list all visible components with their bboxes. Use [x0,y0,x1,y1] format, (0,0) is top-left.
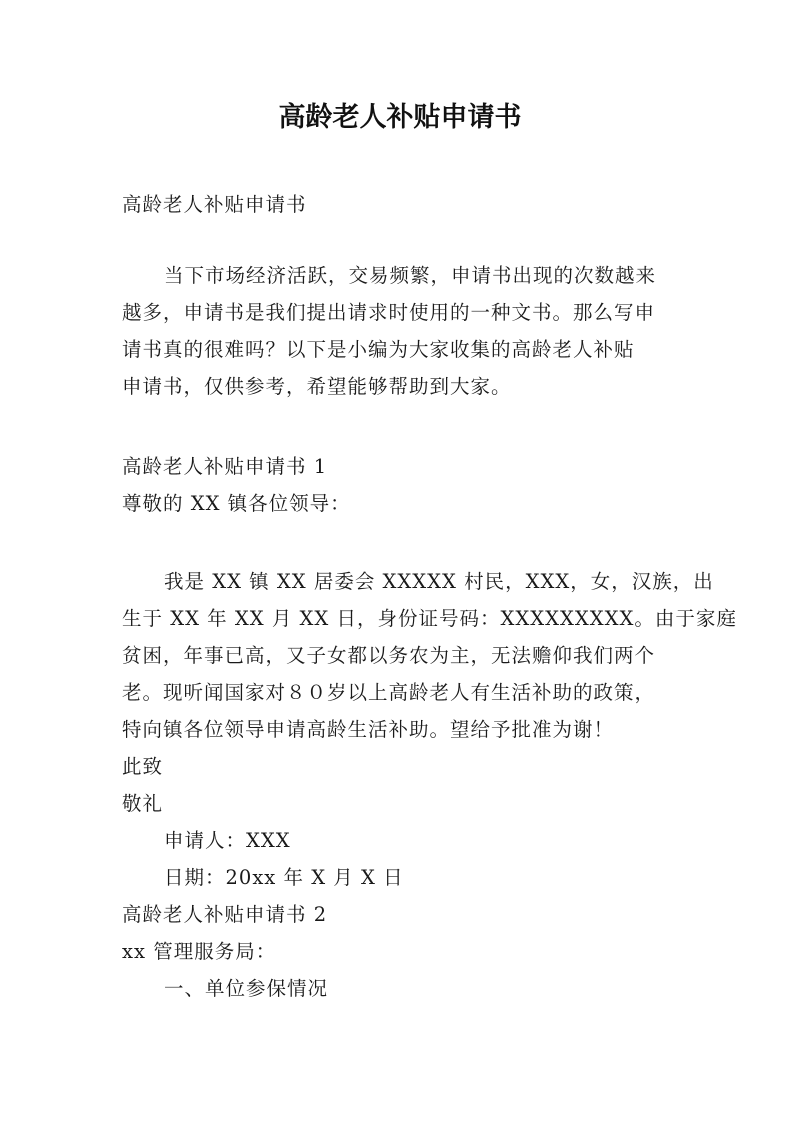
section1-body [122,563,737,1007]
section2-heading: 高龄老人补贴申请书 2 [122,903,328,926]
subtitle-block [122,186,692,223]
body1-line: 特向镇各位领导申请高龄生活补助。望给予批准为谢！ [122,718,615,741]
body1-line: 贫困，年事已高，又子女都以务农为主，无法赡仰我们两个 [122,644,656,667]
applicant-line: 申请人：XXX [164,829,291,852]
salutation2: xx 管理服务局： [122,940,277,963]
document-title: 高龄老人补贴申请书 [278,102,522,133]
body1-line: 老。现听闻国家对８０岁以上高龄老人有生活补助的政策， [122,681,656,704]
date-line: 日期：20xx 年 X 月 X 日 [164,866,404,889]
closing-ci-zhi: 此致 [122,755,164,778]
intro-paragraph [122,257,692,405]
salutation1: 尊敬的 XX 镇各位领导： [122,492,351,515]
body1-line: 生于 XX 年 XX 月 XX 日，身份证号码：XXXXXXXXX。由于家庭 [122,607,737,630]
item1-line: 一、单位参保情况 [164,977,329,1000]
section1-heading: 高龄老人补贴申请书 1 [122,455,328,478]
closing-jing-li: 敬礼 [122,792,164,815]
section1-header-block [122,448,692,522]
intro-line: 申请书，仅供参考，希望能够帮助到大家。 [122,375,512,398]
subtitle: 高龄老人补贴申请书 [122,193,307,216]
intro-line: 请书真的很难吗？以下是小编为大家收集的高龄老人补贴 [122,338,635,361]
body1-line: 我是 XX 镇 XX 居委会 XXXXX 村民，XXX，女，汉族，出 [164,570,714,593]
intro-line: 越多，申请书是我们提出请求时使用的一种文书。那么写申 [122,301,656,324]
intro-line: 当下市场经济活跃，交易频繁，申请书出现的次数越来 [164,264,657,287]
